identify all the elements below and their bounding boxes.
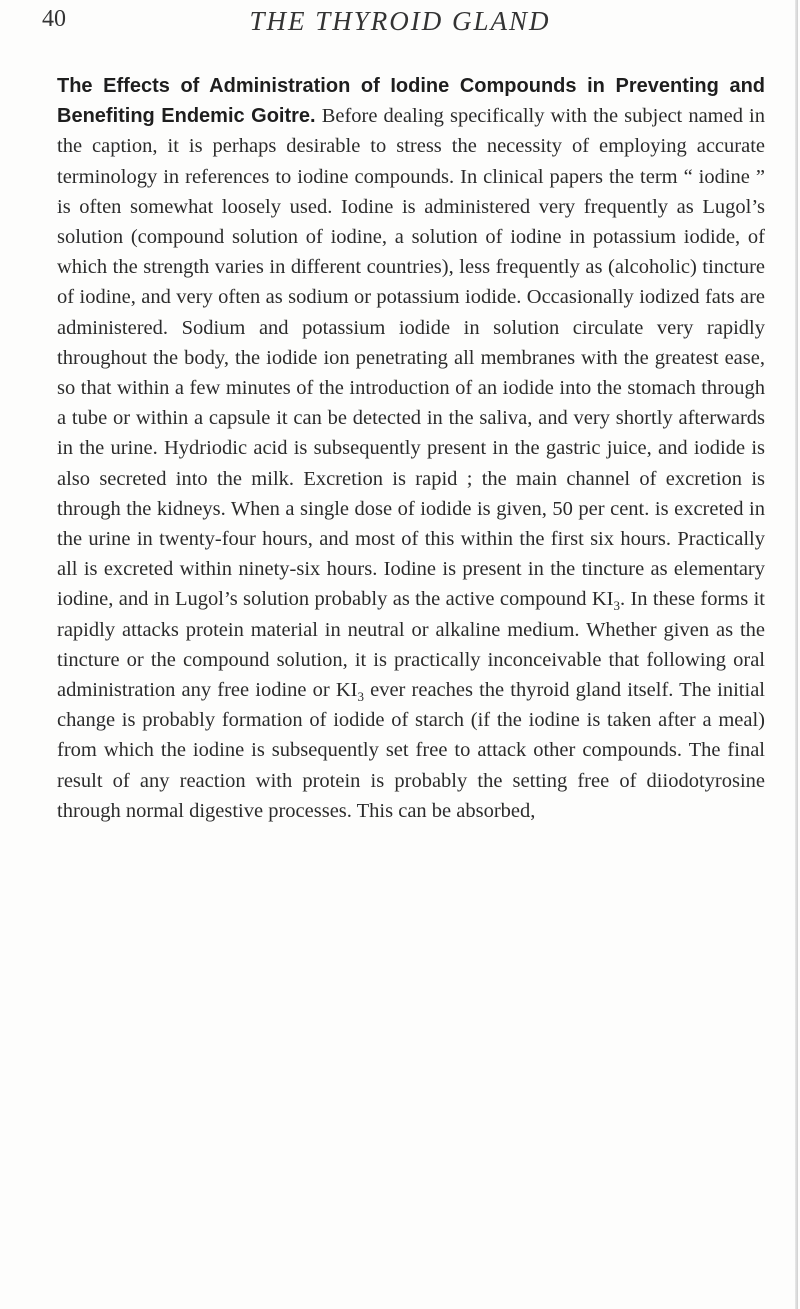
paragraph-text-part-3: ever reaches the thyroid gland itself. The initial change is probably formation of iodide of starch (if the iodine is taken after a meal) from which the iodine is subsequently set free to attack other compounds. The final result of any reaction with protein is probably the setting free of diiodotyrosine through normal digestive processes. This can be absorbed, bbox=[57, 679, 765, 822]
paragraph-text-part-1: Before dealing specifically with the subject named in the caption, it is perhaps desirable to stress the necessity of employing accurate terminology in references to iodine compounds. In clinical papers the term “ iodine ” is often somewhat loosely used. Iodine is administered very frequently as Lugol’s solution (compound solution of iodine, a solution of iodine in potassium iodide, of which the strength varies in different countries), less frequently as (alcoholic) tincture of iodine, and very often as sodium or potassium iodide. Occasionally iodized fats are administered. Sodium and potassium iodide in solution circulate very rapidly throughout the body, the iodide ion penetrating all membranes with the greatest ease, so that within a few minutes of the introduction of an iodide into the stomach through a tube or within a capsule it can be detected in the saliva, and very shortly afterwards in the urine. Hydriodic acid is subsequently present in the gastric juice, and iodide is also secreted into the milk. Excretion is rapid ; the main channel of excretion is through the kidneys. When a single dose of iodide is given, 50 per cent. is excreted in the urine in twenty-four hours, and most of this within the first six hours. Practically all is excreted within ninety-six hours. Iodine is present in the tincture as elementary iodine, and in Lugol’s solution probably as the active compound KI bbox=[57, 105, 766, 611]
subscript-3: 3 bbox=[613, 598, 620, 614]
section-body bbox=[57, 71, 765, 826]
paragraph bbox=[57, 71, 765, 826]
page-edge bbox=[795, 0, 798, 1309]
page-header bbox=[0, 6, 800, 46]
running-head: THE THYROID GLAND bbox=[249, 6, 551, 36]
paragraph-text-part-2: . In these forms it rapidly attacks protein material in neutral or alkaline medium. Whether given as the tincture or the compound solution, it is practically inconceivable that following oral administration any free iodine or KI bbox=[57, 588, 765, 702]
page-number: 40 bbox=[42, 6, 66, 32]
subscript-3: 3 bbox=[357, 689, 364, 705]
section-heading: The Effects of Administration of Iodine Compounds in Preventing and Benefiting Endemic Goitre. bbox=[57, 75, 765, 128]
